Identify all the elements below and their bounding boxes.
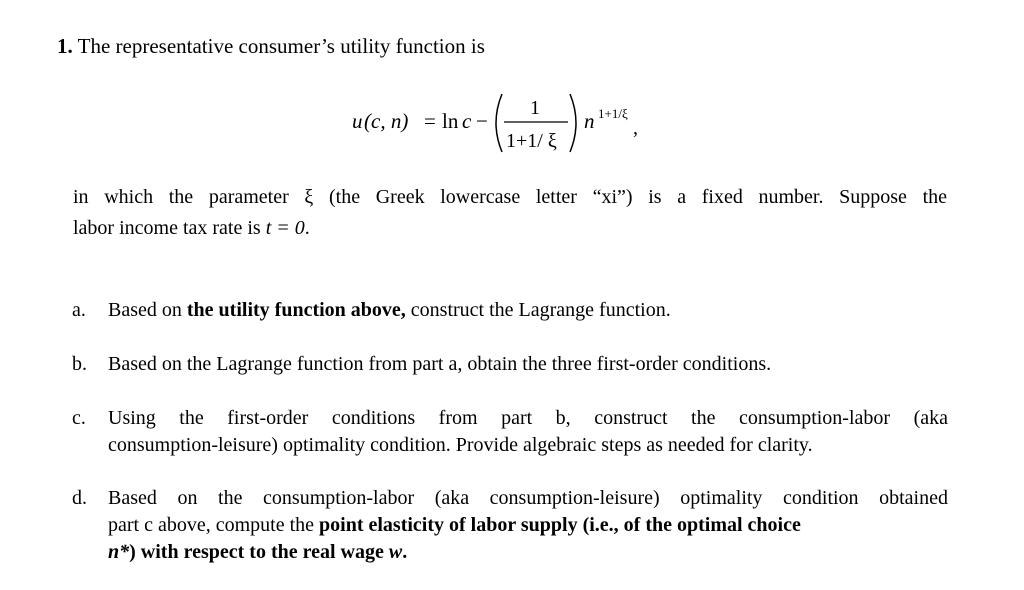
part-d-w: w — [388, 541, 403, 563]
part-d-letter: d. — [72, 487, 87, 509]
part-d-line-2: part c above, compute the point elasticity of labor supply (i.e., of the optimal choice — [108, 514, 801, 536]
right-paren — [570, 94, 576, 152]
formula-equals: = — [424, 109, 436, 133]
formula-ln: ln — [442, 109, 459, 133]
part-a-bold: the utility function above, — [186, 299, 406, 321]
fraction-numerator: 1 — [530, 97, 540, 119]
part-a-letter: a. — [72, 299, 86, 321]
part-c-letter: c. — [72, 407, 86, 429]
paragraph-line-2-text: labor income tax rate is — [73, 217, 266, 239]
formula-comma: , — [633, 117, 638, 139]
part-c-line-2: consumption-leisure) optimality condition. Provide algebraic steps as needed for clarity. — [108, 434, 813, 456]
formula-minus: − — [476, 109, 488, 133]
fraction-denominator: 1+1/ ξ — [506, 130, 557, 152]
part-d-line-1: Based on the consumption-labor (aka consumption-leisure) optimality condition obtained — [108, 487, 948, 509]
question-number: 1. — [57, 34, 73, 58]
part-b-letter: b. — [72, 353, 87, 375]
question-intro: The representative consumer’s utility function is — [77, 34, 485, 58]
formula-c: c — [462, 109, 472, 133]
paragraph-math-t: t = 0 — [265, 217, 305, 239]
part-d-n-star: n* — [108, 541, 130, 563]
paragraph-line-2 — [73, 217, 310, 240]
paragraph-line-1: in which the parameter ξ (the Greek lowercase letter “xi”) is a fixed number. Suppose the — [73, 186, 947, 208]
paragraph-line-2-end: . — [304, 217, 310, 239]
formula-args: (c, n) — [364, 109, 409, 133]
formula-exponent: 1+1/ξ — [598, 106, 628, 121]
question-header — [57, 34, 485, 59]
part-c-line-1: Using the first-order conditions from part b, construct the consumption-labor (aka — [108, 407, 948, 429]
part-d-line-3: n*) with respect to the real wage w. — [108, 541, 408, 563]
part-a-text: Based on the utility function above, construct the Lagrange function. — [108, 299, 671, 321]
part-b-text: Based on the Lagrange function from part a, obtain the three first-order conditions. — [108, 353, 772, 375]
left-paren — [496, 94, 502, 152]
formula-n: n — [584, 109, 595, 133]
part-d-bold-2: ) with respect to the real wage — [129, 541, 389, 563]
part-d-bold-1: point elasticity of labor supply (i.e., of the optimal choice — [319, 514, 801, 536]
formula-u: u — [352, 109, 363, 133]
utility-formula — [352, 90, 652, 160]
